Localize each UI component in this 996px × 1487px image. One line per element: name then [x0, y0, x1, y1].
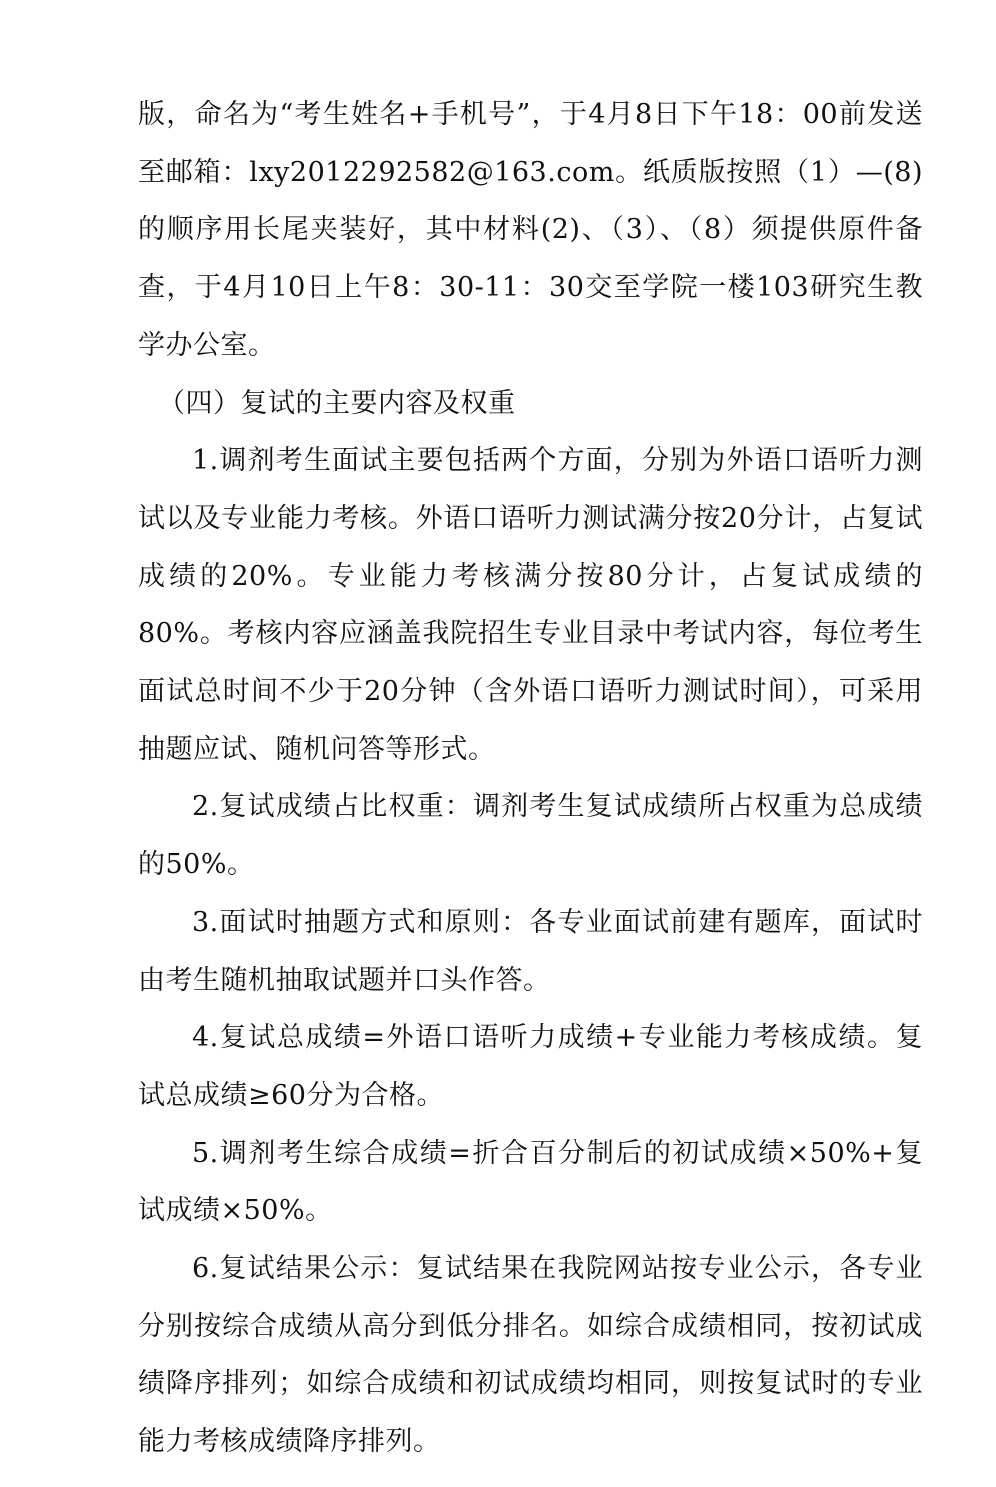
paragraph-intro: 版，命名为“考生姓名+手机号”，于4月8日下午18：00前发送至邮箱：lxy2012292582@163.com。纸质版按照（1）—(8)的顺序用长尾夹装好，其中材料(2)、（3）、（8）须提供原件备查，于4月10日上午8：30-11：30交至学院一楼103研究生教学办公室。: [138, 99, 923, 361]
item-2: 2.复试成绩占比权重：调剂考生复试成绩所占权重为总成绩的50%。: [138, 791, 923, 881]
document-page: [138, 86, 923, 1471]
section-heading: （四）复试的主要内容及权重: [158, 387, 516, 419]
item-3: 3.面试时抽题方式和原则：各专业面试前建有题库，面试时由考生随机抽取试题并口头作答。: [138, 906, 923, 996]
item-4: 4.复试总成绩=外语口语听力成绩+专业能力考核成绩。复试总成绩≥60分为合格。: [138, 1022, 923, 1111]
item-5: 5.调剂考生综合成绩=折合百分制后的初试成绩×50%+复试成绩×50%。: [138, 1137, 923, 1227]
item-6: 6.复试结果公示：复试结果在我院网站按专业公示，各专业分别按综合成绩从高分到低分排名。如综合成绩相同，按初试成绩降序排列；如综合成绩和初试成绩均相同，则按复试时的专业能力考核成绩降序排列。: [138, 1253, 923, 1458]
item-1: 1.调剂考生面试主要包括两个方面，分别为外语口语听力测试以及专业能力考核。外语口语听力测试满分按20分计，占复试成绩的20%。专业能力考核满分按80分计，占复试成绩的80%。考核内容应涵盖我院招生专业目录中考试内容，每位考生面试总时间不少于20分钟（含外语口语听力测试时间），可采用抽题应试、随机问答等形式。: [138, 445, 923, 765]
